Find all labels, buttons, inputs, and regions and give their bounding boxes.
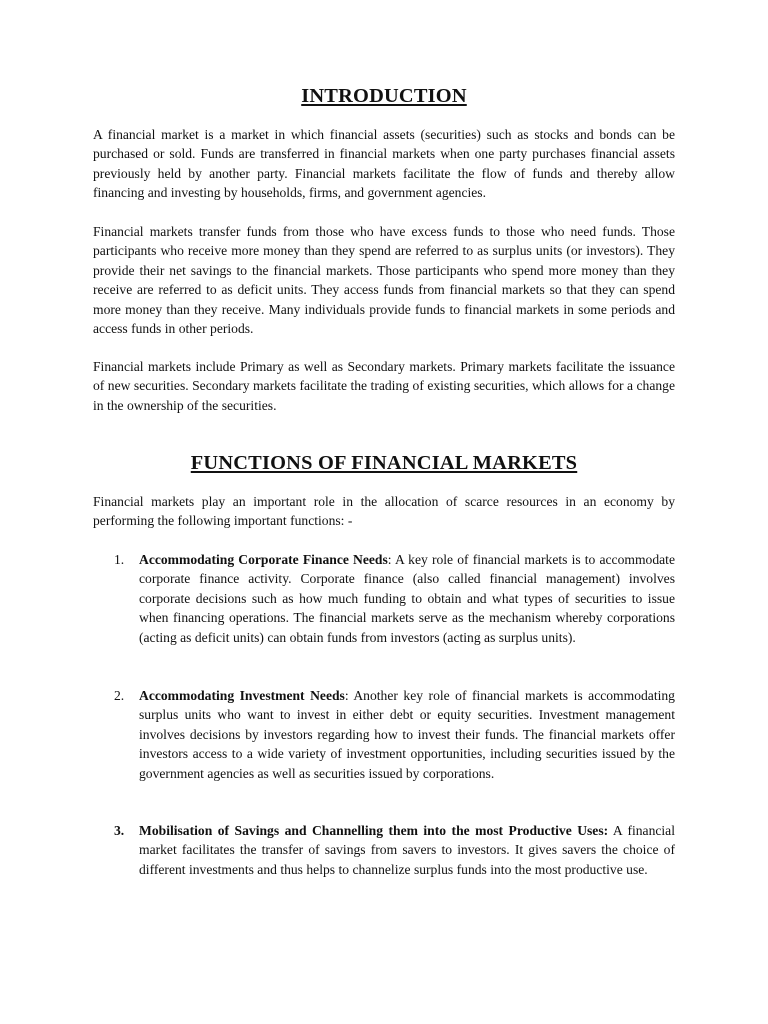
list-item-text: A financial market facilitates the transfer of savings from savers to investors. It gives savers the choice of different investments and thus helps to channelize surplus funds into the most productive use. [139,823,675,877]
functions-lead-paragraph: Financial markets play an important role in the allocation of scarce resources in an economy by performing the following important functions: - [93,494,675,529]
list-item-title: Accommodating Investment Needs [139,688,345,703]
list-item-text: : A key role of financial markets is to accommodate corporate finance activity. Corporate finance (also called financial management) involves corporate decisions such as how much funding to obtain and what types of securities to issue when financing operations. The financial markets serve as the mechanism whereby corporations (acting as deficit units) can obtain funds from investors (acting as surplus units). [139,552,675,645]
functions-heading: FUNCTIONS OF FINANCIAL MARKETS [190,452,578,474]
list-item-body [139,550,675,647]
list-item [93,550,675,647]
list-item-number: 1. [114,552,125,567]
list-item [93,821,675,879]
list-item [93,686,675,783]
introduction-heading: INTRODUCTION [301,85,467,107]
list-item-title: Accommodating Corporate Finance Needs [139,552,388,567]
intro-paragraph-2: Financial markets transfer funds from those who have excess funds to those who need funds. Those participants who receive more money than they spend are referred to as surplus units (or investors). They provide their net savings to the financial markets. Those participants who spend more money than they receive are referred to as deficit units. They access funds from financial markets so that they can spend more money than they receive. Many individuals provide funds to financial markets in some periods and access funds in other periods. [93,224,675,337]
list-item-body [139,686,675,783]
list-item-title: Mobilisation of Savings and Channelling them into the most Productive Uses: [139,823,609,838]
list-item-number: 2. [114,688,125,703]
list-item-text: : Another key role of financial markets is accommodating surplus units who want to invest in either debt or equity securities. Investment management involves decisions by investors regarding how to invest their funds. The financial markets offer investors access to a wide variety of investment opportunities, including securities issued by the government agencies as well as securities issued by corporations. [139,688,675,781]
list-item-number: 3. [114,823,125,838]
intro-paragraph-3: Financial markets include Primary as well as Secondary markets. Primary markets facilitate the issuance of new securities. Secondary markets facilitate the trading of existing securities, which allows for a change in the ownership of the securities. [93,359,675,413]
list-item-body [139,821,675,879]
intro-paragraph-1: A financial market is a market in which financial assets (securities) such as stocks and bonds can be purchased or sold. Funds are transferred in financial markets when one party purchases financial assets previously held by another party. Financial markets facilitate the flow of funds and thereby allow financing and investing by households, firms, and government agencies. [93,127,675,201]
